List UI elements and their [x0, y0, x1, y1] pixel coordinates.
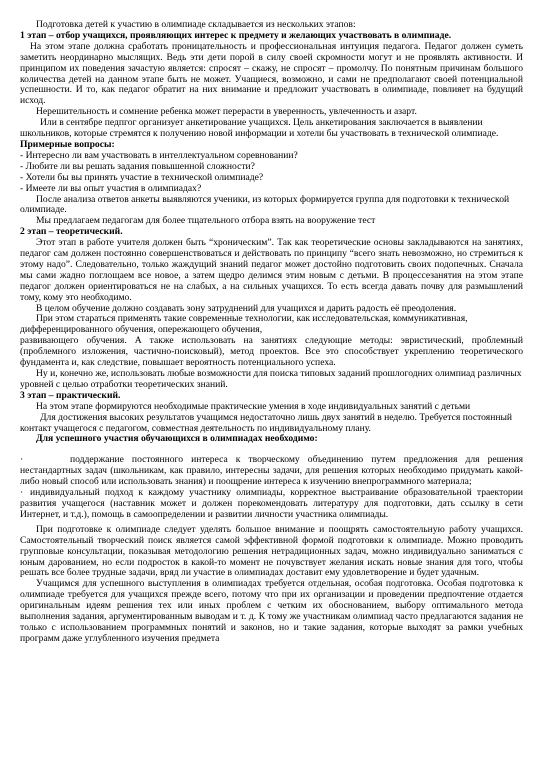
bullet-text-2: индивидуальный подход к каждому участнику олимпиады, корректное выстраивание образовательной траектории развития учащегося (наставник может и должен порекомендовать литературу для подготовки, дать ссылку в сети Интернет, и т.д.), помощь в самоопределении и развитии личности участника олимпиады.: [20, 487, 523, 520]
final-paragraph-1: При подготовке к олимпиаде следует уделять большое внимание и поощрять самостоятельную работу учащихся. Самостоятельный творческий поиск является самой эффективной формой подготовки к олимпиаде. Можно проводить групповые консультации, показывая методологию решения нетрадиционных задач, можно индивидуально заниматься с юным дарованием, но если подросток в какой-то момент не почувствует желания искать новые знания для того, чтобы решать все более трудные задачи, вряд ли участие в олимпиадах доставит ему удовлетворение и будет удачным.: [20, 523, 523, 579]
bullet-mark: ·: [20, 487, 24, 499]
stage2-paragraph-2: В целом обучение должно создавать зону затруднений для учащихся и дарить радость её преодоления.: [36, 302, 457, 314]
stage3-heading: 3 этап – практический.: [20, 389, 121, 401]
stage1-paragraph-5: Мы предлагаем педагогам для более тщательного отбора взять на вооружение тест: [36, 215, 376, 227]
question-item: - Любите ли вы решать задания повышенной сложности?: [20, 160, 255, 172]
stage3-paragraph-2: Для достижения высоких результатов учащимся недостаточно лишь двух занятий в неделю. Требуется постоянный контакт учащегося с педагогом, совместная деятельность по индивидуальному плану.: [20, 411, 513, 434]
final-paragraph-2: Учащимся для успешного выступления в олимпиадах требуется отдельная, особая подготовка. Особая подготовка к олимпиаде требуется для учащихся прежде всего, потому что при их организации и проведении предпочтение отдается оригинальным идеям решения тех или иных проблем с четким их обоснованием, выбору оптимального метода выполнения задания, аргументированным выводам и т. д. К тому же участникам олимпиад часто предлагаются задания не только с использованием программных понятий и законов, но и такие задания, которые выходят за рамки учебных программ даже углубленного изучения предмета: [20, 578, 523, 644]
stage1-heading: 1 этап – отбор учащихся, проявляющих интерес к предмету и желающих участвовать в олимпиаде.: [20, 29, 452, 41]
stage1-paragraph-2: Нерешительность и сомнение ребенка может перерасти в уверенность, увлеченность и азарт.: [36, 106, 417, 118]
bullet-item-1: [20, 455, 523, 488]
question-item: - Имеете ли вы опыт участия в олимпиадах?: [20, 182, 202, 194]
bullet-text-1: поддержание постоянного интереса к творческому объединению путем предложения для решения нестандартных задач (школьникам, как правило, интересны задачи, для решения которых необходимо придумать какой-либо новый способ или использовать знания) и поощрение интереса к изучению внепрограммного материала;: [20, 454, 523, 488]
intro-paragraph: Подготовка детей к участию в олимпиаде складывается из нескольких этапов:: [36, 19, 356, 30]
success-heading: Для успешного участия обучающихся в олимпиадах необходимо:: [36, 433, 318, 445]
stage3-paragraph-1: На этом этапе формируются необходимые практические умения в ходе индивидуальных занятий с детьми: [36, 400, 471, 412]
stage1-paragraph-3: Или в сентябре педпгог организует анкетирование учащихся. Цель анкетирования заключается в выявлении школьников, которые стремятся к получению новой информации и хотели бы участвовать в технической олимпиаде.: [20, 117, 499, 140]
questions-list: [20, 151, 523, 195]
question-item: - Хотели бы вы принять участие в технической олимпиаде?: [20, 171, 264, 183]
stage1-paragraph-4: После анализа ответов анкеты выявляются ученики, из которых формируется группа для подготовки к технической олимпиаде.: [20, 193, 510, 216]
bullet-mark: ·: [20, 454, 24, 466]
question-item: - Интересно ли вам участвовать в интеллектуальном соревновании?: [20, 149, 298, 161]
stage2-paragraph-1: Этот этап в работе учителя должен быть “хроническим”. Так как теоретические основы закладываются на занятиях, педагог сам должен постоянно совершенствоваться и действовать по принципу “всего знать невозможно, но стремиться к этому надо”. Следовательно, только жаждущий знаний педагог может достойно подготовить своих подопечных. Сначала мы сами жадно поглощаем все новое, а затем щедро делимся этим новым с детьми. В процессезанятия на этом этапе педагог должен ориентироваться не на слабых, а на сильных учащихся. То есть всегда давать почву для размышлений тому, кому это необходимо.: [20, 237, 523, 303]
stage2-heading: 2 этап – теоретический.: [20, 226, 123, 238]
questions-heading: Примерные вопросы:: [20, 138, 115, 150]
stage2-paragraph-5: Ну и, конечно же, использовать любые возможности для поиска типовых заданий прошлогодних олимпиад различных уровней с целью отработки теоретических знаний.: [20, 368, 522, 390]
stage2-paragraph-4: развивающего обучения. А также использовать на занятиях следующие методы: эвристический, проблемный (проблемного изложения, частично-поисковый), метод проектов. Все это способствует укреплению теоретического фундамента и, как следствие, повышает вероятность потенциального успеха.: [20, 335, 523, 369]
bullet-item-2: [20, 488, 523, 521]
stage2-paragraph-3: При этом стараться применять такие современные технологии, как исследовательская, коммуникативная, дифференцированного обучения, опережающего обучения,: [20, 313, 468, 336]
stage1-paragraph-1: На этом этапе должна сработать проницательность и профессиональная интуиция педагога. Педагог должен суметь заметить неординарно мыслящих. Ведь эти дети порой в силу своей скромности могут и не проявлять активности. И принципом их поведения зачастую является: спросят – скажу, не спросят – промолчу. По понятным причинам большого количества детей на данном этапе быть не может. Учащиеся, возможно, и сами не предполагают своей потенциальной успешности. И то, как педагог обратит на них внимание и предложит участвовать в олимпиаде, повлияет на будущий исход.: [20, 40, 523, 107]
